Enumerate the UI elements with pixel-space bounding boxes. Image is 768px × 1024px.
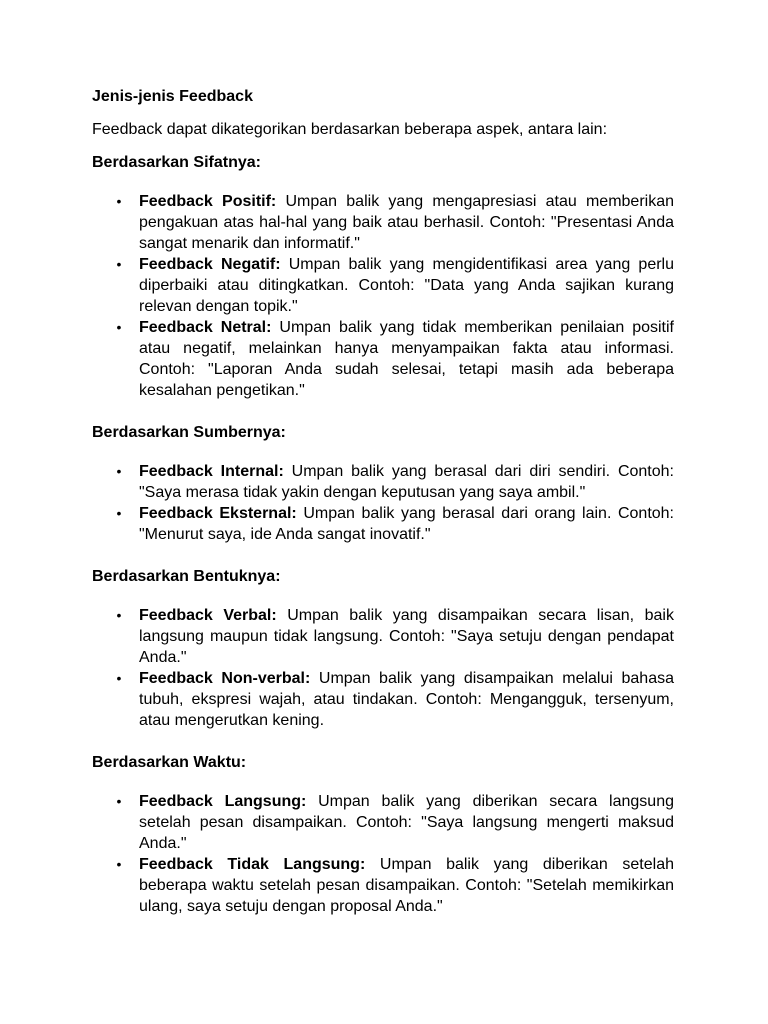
section-sumbernya <box>92 422 674 545</box>
list-item <box>92 461 674 503</box>
item-term: Feedback Internal: <box>139 463 284 480</box>
item-description: Umpan balik yang berasal dari diri sendiri. Contoh: "Saya merasa tidak yakin dengan keputusan yang saya ambil." <box>139 463 674 501</box>
item-term: Feedback Langsung: <box>139 793 307 810</box>
bullet-dot-icon: • <box>116 319 122 335</box>
bullet-dot-icon: • <box>116 670 122 686</box>
list-item <box>92 854 674 917</box>
section-heading: Berdasarkan Sifatnya: <box>92 154 261 171</box>
list-item <box>92 791 674 854</box>
section-heading: Berdasarkan Sumbernya: <box>92 424 286 441</box>
list-item <box>92 191 674 254</box>
bullet-dot-icon: • <box>116 793 122 809</box>
item-description: Umpan balik yang disampaikan secara lisan, baik langsung maupun tidak langsung. Contoh: "Saya setuju dengan pendapat Anda." <box>139 607 674 666</box>
list-item <box>92 668 674 731</box>
item-term: Feedback Eksternal: <box>139 505 297 522</box>
list-item <box>92 503 674 545</box>
item-description: Umpan balik yang mengapresiasi atau memberikan pengakuan atas hal-hal yang baik atau berhasil. Contoh: "Presentasi Anda sangat menarik dan informatif." <box>139 193 675 252</box>
section-heading: Berdasarkan Waktu: <box>92 754 247 771</box>
item-term: Feedback Positif: <box>139 193 277 210</box>
item-description: Umpan balik yang mengidentifikasi area yang perlu diperbaiki atau ditingkatkan. Contoh: "Data yang Anda sajikan kurang relevan dengan topik." <box>139 256 674 315</box>
section-waktu <box>92 752 674 917</box>
bullet-dot-icon: • <box>116 193 122 209</box>
section-bentuknya <box>92 566 674 731</box>
document-page <box>92 86 674 938</box>
bullet-list <box>92 791 674 917</box>
bullet-dot-icon: • <box>116 505 122 521</box>
section-heading: Berdasarkan Bentuknya: <box>92 568 281 585</box>
bullet-dot-icon: • <box>116 856 122 872</box>
bullet-list <box>92 191 674 401</box>
item-description: Umpan balik yang disampaikan melalui bahasa tubuh, ekspresi wajah, atau tindakan. Contoh: Mengangguk, tersenyum, atau mengerutkan kening. <box>139 670 674 729</box>
item-term: Feedback Netral: <box>139 319 272 336</box>
item-description: Umpan balik yang diberikan setelah beberapa waktu setelah pesan disampaikan. Contoh: "Setelah memikirkan ulang, saya setuju dengan proposal Anda." <box>139 856 674 915</box>
bullet-list <box>92 461 674 545</box>
bullet-list <box>92 605 674 731</box>
section-sifatnya <box>92 152 674 401</box>
intro-paragraph: Feedback dapat dikategorikan berdasarkan beberapa aspek, antara lain: <box>92 121 608 138</box>
item-term: Feedback Verbal: <box>139 607 277 624</box>
list-item <box>92 254 674 317</box>
bullet-dot-icon: • <box>116 256 122 272</box>
item-description: Umpan balik yang diberikan secara langsung setelah pesan disampaikan. Contoh: "Saya langsung mengerti maksud Anda." <box>139 793 674 852</box>
bullet-dot-icon: • <box>116 463 122 479</box>
item-description: Umpan balik yang tidak memberikan penilaian positif atau negatif, melainkan hanya menyampaikan fakta atau informasi. Contoh: "Laporan Anda sudah selesai, tetapi masih ada beberapa kesalahan pengetikan." <box>139 319 674 399</box>
bullet-dot-icon: • <box>116 607 122 623</box>
item-term: Feedback Negatif: <box>139 256 281 273</box>
list-item <box>92 317 674 401</box>
document-title: Jenis-jenis Feedback <box>92 88 253 105</box>
item-description: Umpan balik yang berasal dari orang lain. Contoh: "Menurut saya, ide Anda sangat inovatif." <box>139 505 675 543</box>
item-term: Feedback Tidak Langsung: <box>139 856 366 873</box>
item-term: Feedback Non-verbal: <box>139 670 311 687</box>
list-item <box>92 605 674 668</box>
